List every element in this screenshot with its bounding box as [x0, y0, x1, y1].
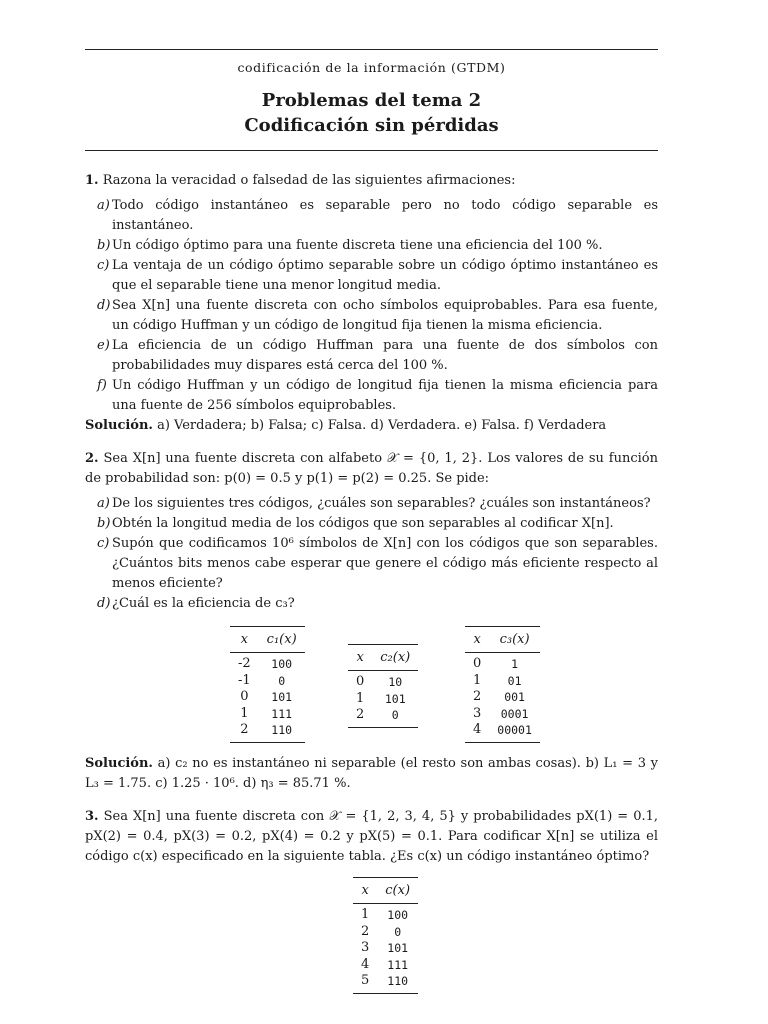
code-table-wrap — [85, 877, 658, 997]
item-text: Un código óptimo para una fuente discreta tiene una eficiencia del 100 %. — [112, 238, 603, 253]
cell-code: 111 — [271, 706, 293, 721]
cell-code: 01 — [507, 673, 522, 688]
column-header: c₂(x) — [372, 645, 418, 671]
solution-label: Solución. — [85, 756, 153, 771]
item-text: Un código Huffman y un código de longitud fija tienen la misma eficiencia para una fuente de 256 símbolos equiprobables. — [112, 378, 658, 413]
table-row — [465, 722, 540, 742]
cell-code: 0 — [394, 924, 402, 939]
cell-code: 0 — [391, 708, 399, 722]
cell-code: 00001 — [497, 723, 532, 737]
table-row — [230, 706, 305, 723]
cell-x: 4 — [361, 956, 370, 972]
problem-2-number: 2. — [85, 451, 99, 466]
problem-1-items — [85, 196, 658, 416]
item-label: f) — [97, 378, 107, 393]
item-label: c) — [97, 258, 110, 273]
item-text: Todo código instantáneo es separable pero no todo código separable es instantáneo. — [112, 198, 658, 233]
cell-code: 101 — [384, 691, 406, 706]
column-header: x — [230, 627, 259, 653]
code-tables — [85, 626, 658, 744]
list-item — [85, 514, 658, 534]
solution-label: Solución. — [85, 418, 153, 433]
column-header: x — [465, 627, 489, 653]
table-row — [465, 673, 540, 690]
cell-code: 1 — [511, 657, 519, 671]
item-label: c) — [97, 536, 110, 551]
cell-code: 110 — [387, 974, 409, 988]
table-row — [230, 722, 305, 742]
table-row — [353, 940, 418, 957]
cell-x: 1 — [361, 907, 370, 922]
table-row — [465, 689, 540, 706]
cell-x: 3 — [473, 705, 482, 721]
problem-3-statement: Sea X[n] una fuente discreta con 𝒳 = {1, 2, 3, 4, 5} y probabilidades pX(1) = 0.1, pX(2) = 0.4, pX(3) = 0.2, pX(4) = 0.2 y pX(5) = 0.1. Para codificar X[n] se utiliza el código c(x) especificado en la siguiente tabla. ¿Es c(x) un código instantáneo óptimo? — [85, 809, 658, 864]
cell-code: 110 — [271, 723, 293, 737]
list-item — [85, 494, 658, 514]
item-label: d) — [97, 596, 111, 611]
cell-x: 1 — [473, 672, 482, 688]
header-bottom-rule — [85, 150, 658, 151]
list-item — [85, 336, 658, 376]
column-header: c(x) — [377, 878, 418, 904]
problem-2-statement: Sea X[n] una fuente discreta con alfabeto 𝒳 = {0, 1, 2}. Los valores de su función de probabilidad son: p(0) = 0.5 y p(1) = p(2) = 0.25. Se pide: — [85, 451, 658, 486]
cell-code: 0001 — [500, 706, 529, 721]
table-row — [348, 671, 418, 691]
problem-1-statement: Razona la veracidad o falsedad de las siguientes afirmaciones: — [102, 173, 516, 188]
cell-code: 100 — [387, 908, 409, 922]
item-label: a) — [97, 198, 110, 213]
table-row — [353, 924, 418, 941]
table-row — [353, 904, 418, 924]
problem-2-items — [85, 494, 658, 614]
problem-1-solution — [85, 416, 658, 436]
problem-3 — [85, 807, 658, 997]
page-title-line1: Problemas del tema 2 — [261, 90, 482, 111]
cell-x: 2 — [240, 722, 249, 737]
list-item — [85, 594, 658, 614]
cell-x: 4 — [473, 722, 482, 737]
cell-code: 10 — [388, 675, 403, 689]
page-title-line2: Codificación sin pérdidas — [244, 115, 499, 136]
list-item — [85, 534, 658, 594]
cell-x: 2 — [473, 689, 482, 704]
problem-2-solution — [85, 754, 658, 794]
solution-text: a) Verdadera; b) Falsa; c) Falsa. d) Verdadera. e) Falsa. f) Verdadera — [157, 418, 607, 433]
column-header: x — [353, 878, 377, 904]
item-label: d) — [97, 298, 111, 313]
cell-code: 101 — [271, 690, 293, 704]
cell-x: 0 — [356, 674, 365, 689]
cell-code: 111 — [387, 957, 409, 972]
item-label: a) — [97, 496, 110, 511]
header-top-rule — [85, 49, 658, 50]
table-row — [348, 691, 418, 708]
cell-code: 001 — [504, 690, 525, 704]
item-label: b) — [97, 238, 111, 253]
problem-1-number: 1. — [85, 173, 99, 188]
cell-x: 0 — [240, 689, 249, 704]
list-item — [85, 196, 658, 236]
cell-x: -1 — [238, 672, 251, 688]
item-text: Sea X[n] una fuente discreta con ocho símbolos equiprobables. Para esa fuente, un código Huffman y un código de longitud fija tienen la misma eficiencia. — [112, 298, 658, 333]
table-row — [465, 706, 540, 723]
column-header: c₃(x) — [489, 627, 540, 653]
cell-x: 0 — [473, 656, 482, 671]
table-c — [353, 877, 418, 994]
cell-x: -2 — [238, 656, 251, 671]
table-row — [353, 957, 418, 974]
table-row — [348, 707, 418, 727]
item-text: Supón que codificamos 10⁶ símbolos de X[n] con los códigos que son separables. ¿Cuántos bits menos cabe esperar que genere el código más eficiente respecto al menos eficiente? — [112, 536, 658, 591]
cell-x: 3 — [361, 940, 370, 955]
cell-x: 1 — [240, 705, 249, 721]
list-item — [85, 376, 658, 416]
table-row — [353, 973, 418, 993]
problem-2 — [85, 449, 658, 794]
course-header: codificación de la información (GTDM) — [237, 60, 506, 75]
list-item — [85, 296, 658, 336]
table-row — [465, 653, 540, 673]
item-text: Obtén la longitud media de los códigos que son separables al codificar X[n]. — [112, 516, 614, 531]
item-text: La eficiencia de un código Huffman para una fuente de dos símbolos con probabilidades muy dispares está cerca del 100 %. — [112, 338, 658, 373]
cell-code: 101 — [387, 941, 409, 955]
table-c3 — [465, 626, 540, 743]
item-text: La ventaja de un código óptimo separable sobre un código óptimo instantáneo es que el separable tiene una menor longitud media. — [112, 258, 658, 293]
solution-text: a) c₂ no es instantáneo ni separable (el resto son ambas cosas). b) L₁ = 3 y L₃ = 1.75. c) 1.25 · 10⁶. d) η₃ = 85.71 %. — [85, 756, 658, 791]
table-c2 — [348, 644, 418, 728]
table-row — [230, 689, 305, 706]
list-item — [85, 236, 658, 256]
problem-1 — [85, 171, 658, 436]
table-row — [230, 673, 305, 690]
cell-code: 0 — [278, 673, 286, 688]
cell-x: 2 — [356, 707, 365, 722]
column-header: c₁(x) — [259, 627, 305, 653]
table-c1 — [230, 626, 305, 743]
item-label: e) — [97, 338, 110, 353]
table-row — [230, 653, 305, 673]
list-item — [85, 256, 658, 296]
item-label: b) — [97, 516, 111, 531]
item-text: De los siguientes tres códigos, ¿cuáles son separables? ¿cuáles son instantáneos? — [112, 496, 651, 511]
cell-x: 5 — [361, 973, 370, 988]
document-page — [85, 0, 658, 997]
column-header: x — [348, 645, 372, 671]
cell-x: 1 — [356, 690, 365, 706]
cell-code: 100 — [271, 657, 293, 671]
item-text: ¿Cuál es la eficiencia de c₃? — [112, 596, 295, 611]
cell-x: 2 — [361, 923, 370, 939]
problem-3-number: 3. — [85, 809, 99, 824]
